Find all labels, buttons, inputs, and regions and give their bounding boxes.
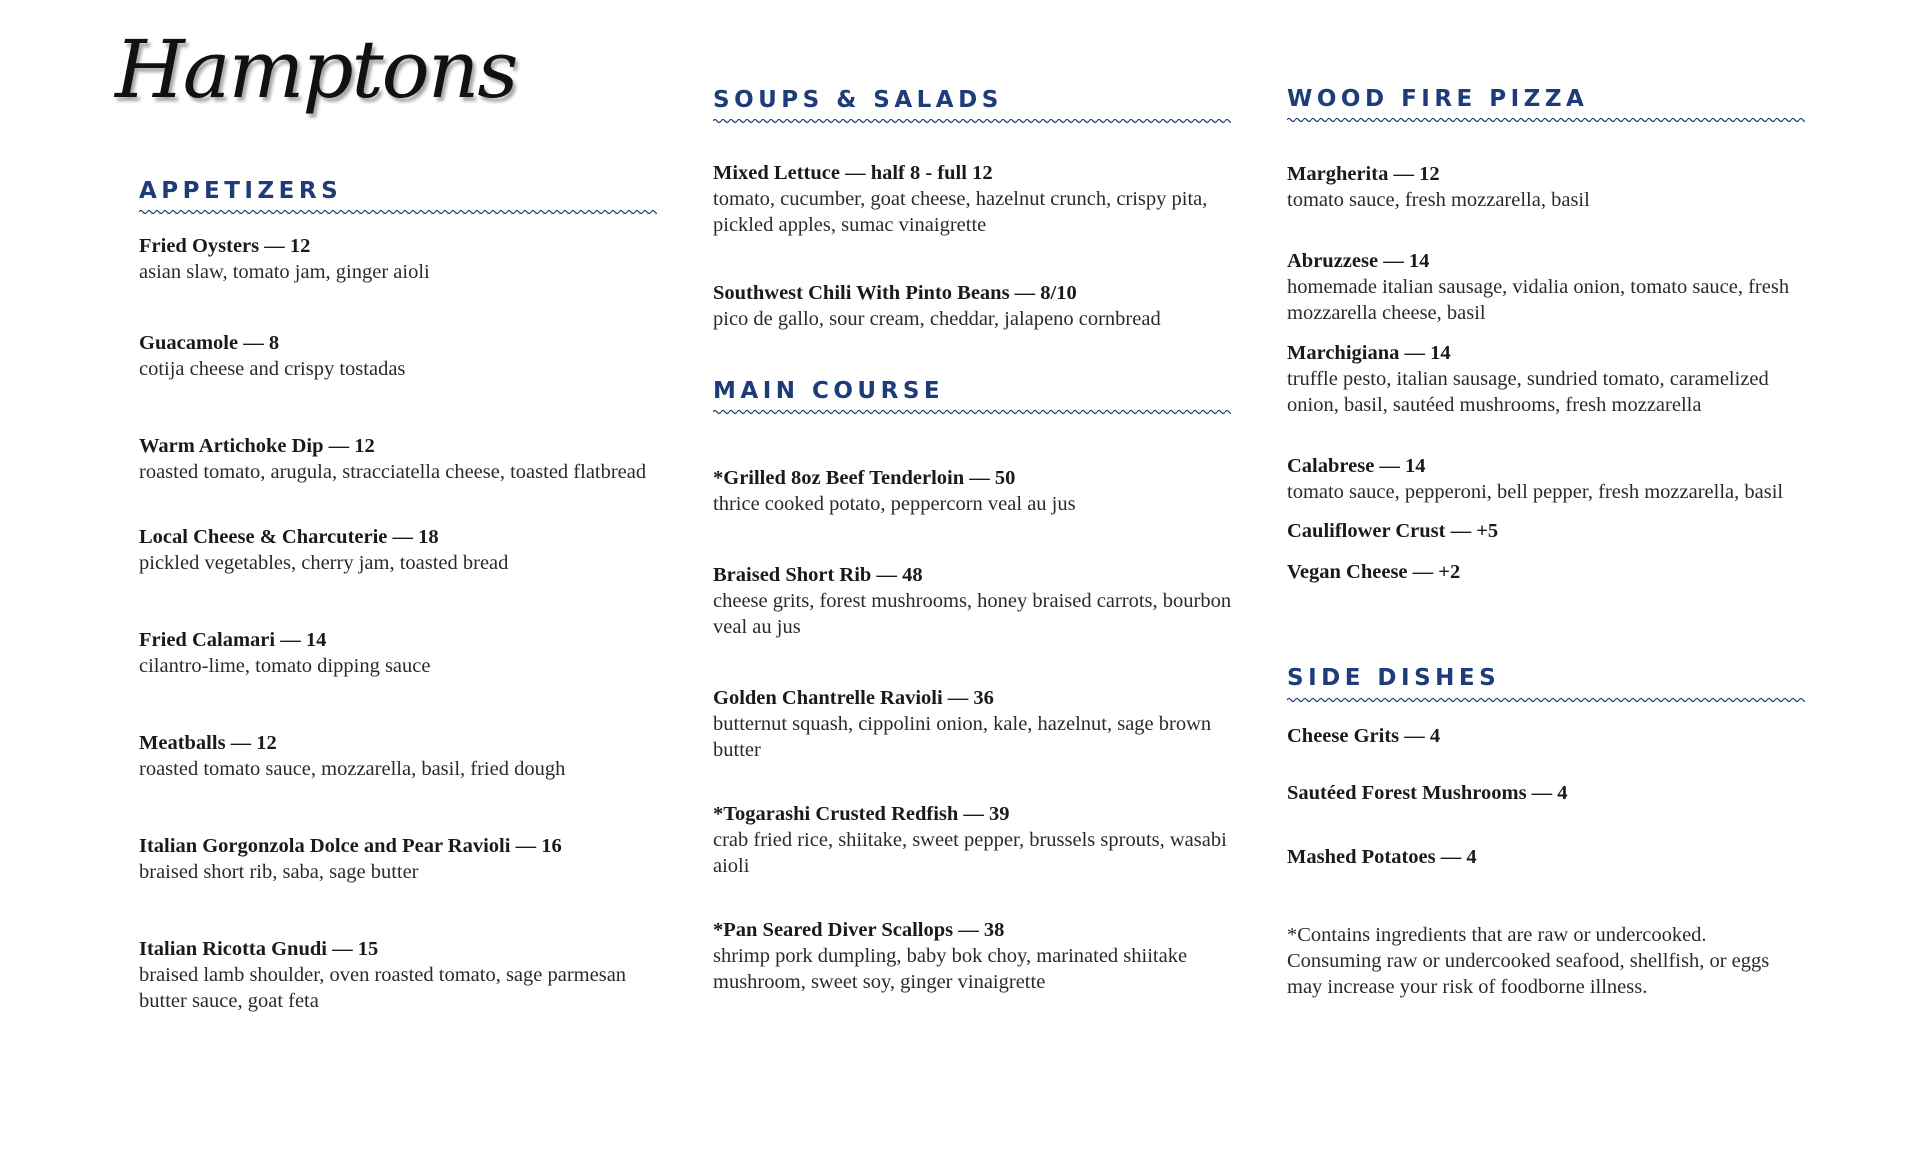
menu-item — [139, 330, 659, 382]
menu-item-description: homemade italian sausage, vidalia onion, tomato sauce, fresh mozzarella cheese, basil — [1287, 276, 1790, 324]
menu-item-title: Golden Chantrelle Ravioli — 36 — [713, 687, 994, 709]
menu-item — [1287, 780, 1807, 806]
menu-item — [139, 524, 659, 576]
menu-item — [713, 685, 1233, 763]
menu-item-description: shrimp pork dumpling, baby bok choy, marinated shiitake mushroom, sweet soy, ginger vinaigrette — [713, 945, 1188, 993]
menu-item-description: tomato, cucumber, goat cheese, hazelnut crunch, crispy pita, pickled apples, sumac vinaigrette — [713, 188, 1208, 236]
menu-item-description: roasted tomato sauce, mozzarella, basil, fried dough — [139, 758, 566, 780]
menu-item — [713, 465, 1233, 517]
menu-item-description: cilantro-lime, tomato dipping sauce — [139, 655, 431, 677]
wave-divider — [713, 117, 1231, 125]
menu-item — [1287, 453, 1807, 505]
menu-item-description: braised lamb shoulder, oven roasted tomato, sage parmesan butter sauce, goat feta — [139, 964, 627, 1012]
menu-item-title: Fried Oysters — 12 — [139, 235, 311, 257]
menu-item — [1287, 248, 1807, 326]
menu-item — [139, 730, 659, 782]
menu-item-description: braised short rib, saba, sage butter — [139, 861, 419, 883]
menu-item — [139, 433, 659, 485]
menu-item-title: Southwest Chili With Pinto Beans — 8/10 — [713, 282, 1077, 304]
menu-item-title: Abruzzese — 14 — [1287, 250, 1430, 272]
menu-item — [713, 280, 1233, 332]
menu-item — [1287, 844, 1807, 870]
menu-item-description: tomato sauce, pepperoni, bell pepper, fresh mozzarella, basil — [1287, 481, 1784, 503]
menu-item-description: pico de gallo, sour cream, cheddar, jalapeno cornbread — [713, 308, 1161, 330]
menu-item-title: *Togarashi Crusted Redfish — 39 — [713, 803, 1010, 825]
menu-item-title: Sautéed Forest Mushrooms — 4 — [1287, 782, 1568, 804]
menu-item-title: Cauliflower Crust — +5 — [1287, 520, 1499, 542]
menu-item-title: Vegan Cheese — +2 — [1287, 561, 1461, 583]
menu-item-description: cheese grits, forest mushrooms, honey braised carrots, bourbon veal au jus — [713, 590, 1232, 638]
menu-item-title: Local Cheese & Charcuterie — 18 — [139, 526, 439, 548]
menu-item-title: Fried Calamari — 14 — [139, 629, 327, 651]
menu-item — [1287, 161, 1807, 213]
menu-item-title: Cheese Grits — 4 — [1287, 725, 1441, 747]
wave-divider — [713, 408, 1231, 416]
menu-item-title: Mashed Potatoes — 4 — [1287, 846, 1477, 868]
wave-divider — [1287, 696, 1805, 704]
section-heading-soups-salads: SOUPS & SALADS — [713, 87, 1003, 113]
menu-item — [139, 627, 659, 679]
section-heading-wood-fire-pizza: WOOD FIRE PIZZA — [1287, 86, 1589, 112]
menu-item-title: Italian Ricotta Gnudi — 15 — [139, 938, 379, 960]
section-heading-main-course: MAIN COURSE — [713, 378, 945, 404]
menu-item-title: Mixed Lettuce — half 8 - full 12 — [713, 162, 993, 184]
menu-item-title: Italian Gorgonzola Dolce and Pear Ravioli — 16 — [139, 835, 562, 857]
menu-item-description: cotija cheese and crispy tostadas — [139, 358, 406, 380]
menu-item-description: thrice cooked potato, peppercorn veal au jus — [713, 493, 1076, 515]
raw-food-disclaimer: *Contains ingredients that are raw or undercooked. Consuming raw or undercooked seafood, shellfish, or eggs may increase your risk of foodborne illness. — [1287, 924, 1770, 998]
menu-item-description: pickled vegetables, cherry jam, toasted bread — [139, 552, 509, 574]
menu-item-description: tomato sauce, fresh mozzarella, basil — [1287, 189, 1590, 211]
menu-item-title: Warm Artichoke Dip — 12 — [139, 435, 375, 457]
menu-item — [713, 801, 1233, 879]
menu-item — [713, 160, 1233, 238]
menu-item-description: roasted tomato, arugula, stracciatella cheese, toasted flatbread — [139, 461, 647, 483]
menu-item — [713, 562, 1233, 640]
menu-item — [1287, 559, 1807, 585]
menu-item — [1287, 518, 1807, 544]
wave-divider — [1287, 116, 1805, 124]
section-heading-side-dishes: SIDE DISHES — [1287, 665, 1501, 691]
menu-item — [1287, 340, 1807, 418]
menu-item-title: Margherita — 12 — [1287, 163, 1440, 185]
menu-item-title: Braised Short Rib — 48 — [713, 564, 923, 586]
menu-item-title: Marchigiana — 14 — [1287, 342, 1451, 364]
section-heading-appetizers: APPETIZERS — [139, 178, 343, 204]
menu-item-title: Meatballs — 12 — [139, 732, 277, 754]
menu-item — [1287, 723, 1807, 749]
menu-item-title: Guacamole — 8 — [139, 332, 280, 354]
menu-item-description: asian slaw, tomato jam, ginger aioli — [139, 261, 430, 283]
menu-item-title: Calabrese — 14 — [1287, 455, 1426, 477]
menu-item-description: butternut squash, cippolini onion, kale, hazelnut, sage brown butter — [713, 713, 1212, 761]
restaurant-logo: Hamptons — [115, 23, 517, 116]
menu-item-description: crab fried rice, shiitake, sweet pepper, brussels sprouts, wasabi aioli — [713, 829, 1227, 877]
menu-item-description: truffle pesto, italian sausage, sundried tomato, caramelized onion, basil, sautéed mushrooms, fresh mozzarella — [1287, 368, 1769, 416]
menu-item — [139, 233, 659, 285]
menu-item — [139, 936, 659, 1014]
menu-item-title: *Pan Seared Diver Scallops — 38 — [713, 919, 1005, 941]
menu-item — [139, 833, 659, 885]
menu-item — [713, 917, 1233, 995]
menu-item-title: *Grilled 8oz Beef Tenderloin — 50 — [713, 467, 1016, 489]
wave-divider — [139, 208, 657, 216]
